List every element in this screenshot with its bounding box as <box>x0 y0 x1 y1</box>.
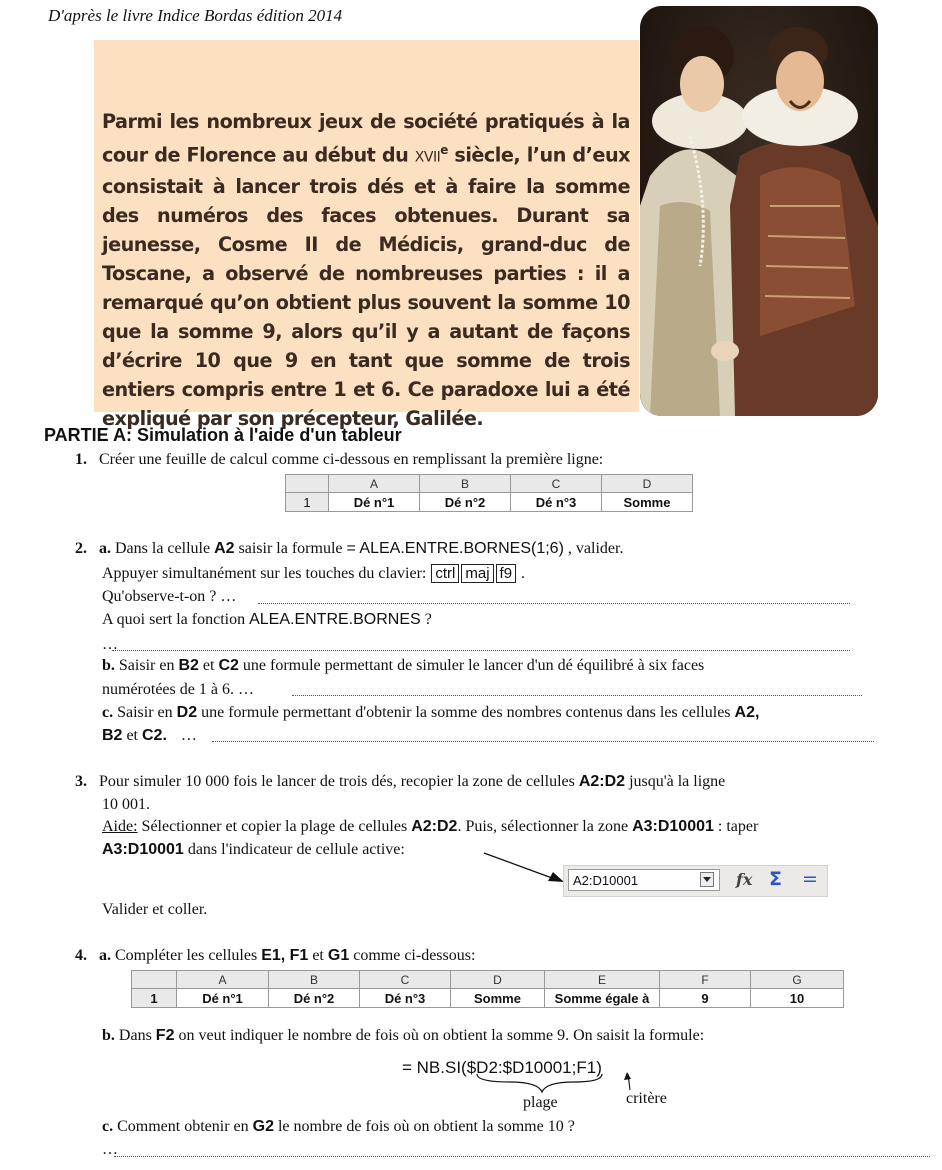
question-1 <box>75 451 603 469</box>
q2c-cell3: B2 <box>102 727 123 744</box>
function-wizard-icon[interactable]: fx <box>736 870 753 889</box>
q3-line2: 10 001. <box>102 796 150 813</box>
q2c-cell2: A2, <box>734 704 760 721</box>
answer-line <box>292 695 862 696</box>
source-caption: D'après le livre Indice Bordas édition 2014 <box>48 6 343 25</box>
q2-number: 2. <box>75 540 87 557</box>
key-f9: f9 <box>496 564 517 583</box>
q2b-cell2: C2 <box>218 657 239 674</box>
intro-text-part2: siècle, l’un d’eux consistait à lancer trois dés et à faire la somme des numéros des faces obtenues. Durant sa jeunesse, Cosme II de Médicis, grand-duc de Toscane, a observé de nombreuses parties : il a remarqué qu’on obtient plus souvent la somme 10 que la somme 9, alors qu’il y a autant de façons d’écrire 10 que 9 en tant que somme de trois entiers compris entre 1 et 6. Ce paradoxe lui a été expliqué par son précepteur, Galilée. <box>102 143 630 431</box>
col-header-c: C <box>511 475 602 493</box>
q3-aide-range3: A3:D10001 <box>102 841 184 858</box>
cell-b1: Dé n°2 <box>269 989 360 1008</box>
cell-d1: Somme <box>451 989 545 1008</box>
q3-aide-range1: A2:D2 <box>411 818 458 835</box>
q3-text1: Pour simuler 10 000 fois le lancer de trois dés, recopier la zone de cellules <box>99 773 575 790</box>
answer-line <box>258 603 850 604</box>
intro-century: XVII <box>414 149 441 166</box>
q4b-cell: F2 <box>155 1027 175 1044</box>
q4-formula: = NB.SI($D2:$D10001;F1) <box>402 1058 602 1077</box>
plage-label: plage <box>523 1094 558 1111</box>
cell-c1: Dé n°3 <box>511 493 602 512</box>
question-3 <box>75 773 725 791</box>
q4-spreadsheet <box>131 970 844 1008</box>
cell-d1: Somme <box>602 493 693 512</box>
corner-cell <box>286 475 329 493</box>
q4a-cell3: G1 <box>327 947 350 964</box>
q3-validate: Valider et coller. <box>102 901 208 918</box>
intro-century-sup: e <box>440 143 448 157</box>
q4a-text2: et <box>312 947 324 964</box>
q1-spreadsheet <box>285 474 693 512</box>
col-header-d: D <box>451 971 545 989</box>
q4a-cells: E1, F1 <box>261 947 309 964</box>
col-header-d: D <box>602 475 693 493</box>
q3-aide-text3: : taper <box>717 818 759 835</box>
q1-number: 1. <box>75 451 87 468</box>
q2a-text2: saisir la formule <box>238 540 343 557</box>
q2b-line2: numérotées de 1 à 6. … <box>102 681 254 698</box>
q2c-text1: Saisir en <box>117 704 173 721</box>
question-4a <box>75 947 475 965</box>
q4b-label: b. <box>102 1027 115 1044</box>
q2-function-name: ALEA.ENTRE.BORNES <box>249 611 421 628</box>
critere-label: critère <box>626 1090 667 1107</box>
row-number: 1 <box>132 989 177 1008</box>
sum-icon[interactable]: Σ <box>769 868 782 890</box>
cell-f1: 9 <box>660 989 751 1008</box>
question-2a <box>75 540 623 558</box>
col-header-b: B <box>269 971 360 989</box>
col-header-g: G <box>751 971 844 989</box>
cell-g1: 10 <box>751 989 844 1008</box>
q4c-dots: … <box>102 1141 118 1158</box>
q2c-text3: et <box>126 727 138 744</box>
q3-range: A2:D2 <box>578 773 626 790</box>
q4-number: 4. <box>75 947 87 964</box>
cell-c1: Dé n°3 <box>360 989 451 1008</box>
q2a-label: a. <box>99 540 111 557</box>
q4c-text2: le nombre de fois où on obtient la somme 10 ? <box>273 1118 575 1135</box>
q2a-cell: A2 <box>214 540 235 557</box>
corner-cell <box>132 971 177 989</box>
q3-aide-text1: Sélectionner et copier la plage de cellules <box>141 818 408 835</box>
answer-line <box>112 650 850 651</box>
q4c-text1: Comment obtenir en <box>117 1118 249 1135</box>
col-header-f: F <box>660 971 751 989</box>
portrait-painting <box>640 6 878 416</box>
cell-b1: Dé n°2 <box>420 493 511 512</box>
q4a-text1: Compléter les cellules <box>115 947 258 964</box>
q2-keys-line <box>102 564 525 583</box>
col-header-b: B <box>420 475 511 493</box>
cell-indicator-bar <box>563 865 828 897</box>
q2-keys-end: . <box>521 565 526 582</box>
cell-a1: Dé n°1 <box>329 493 420 512</box>
answer-line <box>114 1156 930 1157</box>
q1-text: Créer une feuille de calcul comme ci-dessous en remplissant la première ligne: <box>99 451 604 468</box>
q2-observe <box>102 588 236 606</box>
intro-text <box>102 107 630 433</box>
q2c-label: c. <box>102 704 114 721</box>
q2-observe-text: Qu'observe-t-on ? <box>102 588 217 605</box>
q2-function-q: ? <box>424 611 432 628</box>
q2b-label: b. <box>102 657 115 674</box>
q4a-label: a. <box>99 947 111 964</box>
col-header-a: A <box>177 971 269 989</box>
arrow-to-namebox <box>480 850 570 890</box>
question-2c <box>102 704 937 722</box>
q3-number: 3. <box>75 773 87 790</box>
q2a-text3: , valider. <box>567 540 624 557</box>
q3-aide-line2 <box>102 841 405 859</box>
name-box-dropdown-icon[interactable] <box>700 872 714 887</box>
answer-line <box>212 741 874 742</box>
q4c-label: c. <box>102 1118 114 1135</box>
col-header-a: A <box>329 475 420 493</box>
q2b-cell1: B2 <box>178 657 199 674</box>
q2-observe-dots: … <box>220 588 237 605</box>
key-maj: maj <box>461 564 493 583</box>
q2-function <box>102 611 432 629</box>
q2b-text3: une formule permettant de simuler le lancer d'un dé équilibré à six faces <box>242 657 705 674</box>
question-2b <box>102 657 704 675</box>
q2c-dots: … <box>180 727 197 744</box>
intro-text-part1: Parmi les nombreux jeux de société pratiqués à la cour de Florence au début du <box>102 110 630 167</box>
q2c-cell1: D2 <box>176 704 198 721</box>
part-title: PARTIE A: Simulation à l'aide d'un tableur <box>44 425 402 445</box>
q3-aide <box>102 818 758 836</box>
formula-equals-icon[interactable]: = <box>802 868 818 890</box>
key-ctrl: ctrl <box>431 564 459 583</box>
q2a-formula: = ALEA.ENTRE.BORNES(1;6) <box>346 540 564 557</box>
cell-a1: Dé n°1 <box>177 989 269 1008</box>
q3-text2: jusqu'à la ligne <box>629 773 726 790</box>
name-box-input[interactable]: A2:D10001 <box>568 869 720 891</box>
q4a-text3: comme ci-dessous: <box>353 947 476 964</box>
q3-aide-text4: dans l'indicateur de cellule active: <box>187 841 405 858</box>
q2c-line2 <box>102 727 197 745</box>
q2c-text2: une formule permettant d'obtenir la somme des nombres contenus dans les cellules <box>201 704 731 721</box>
q4b-text2: on veut indiquer le nombre de fois où on obtient la somme 9. On saisit la formule: <box>178 1027 705 1044</box>
question-4b <box>102 1027 704 1045</box>
q3-aide-range2: A3:D10001 <box>632 818 714 835</box>
cell-e1: Somme égale à <box>545 989 660 1008</box>
q4c-cell: G2 <box>252 1118 274 1135</box>
q2-keys-text: Appuyer simultanément sur les touches du clavier: <box>102 565 427 582</box>
question-4c <box>102 1118 575 1136</box>
q4b-text1: Dans <box>118 1027 152 1044</box>
col-header-e: E <box>545 971 660 989</box>
row-number: 1 <box>286 493 329 512</box>
q2b-text1: Saisir en <box>118 657 175 674</box>
col-header-c: C <box>360 971 451 989</box>
q2-function-dots: … <box>102 636 118 653</box>
q2c-cell4: C2. <box>142 727 167 744</box>
q2-function-text: A quoi sert la fonction <box>102 611 246 628</box>
q2a-text1: Dans la cellule <box>115 540 211 557</box>
q3-aide-text2: . Puis, sélectionner la zone <box>457 818 629 835</box>
q2b-text2: et <box>202 657 215 674</box>
q3-aide-label: Aide: <box>102 818 138 835</box>
